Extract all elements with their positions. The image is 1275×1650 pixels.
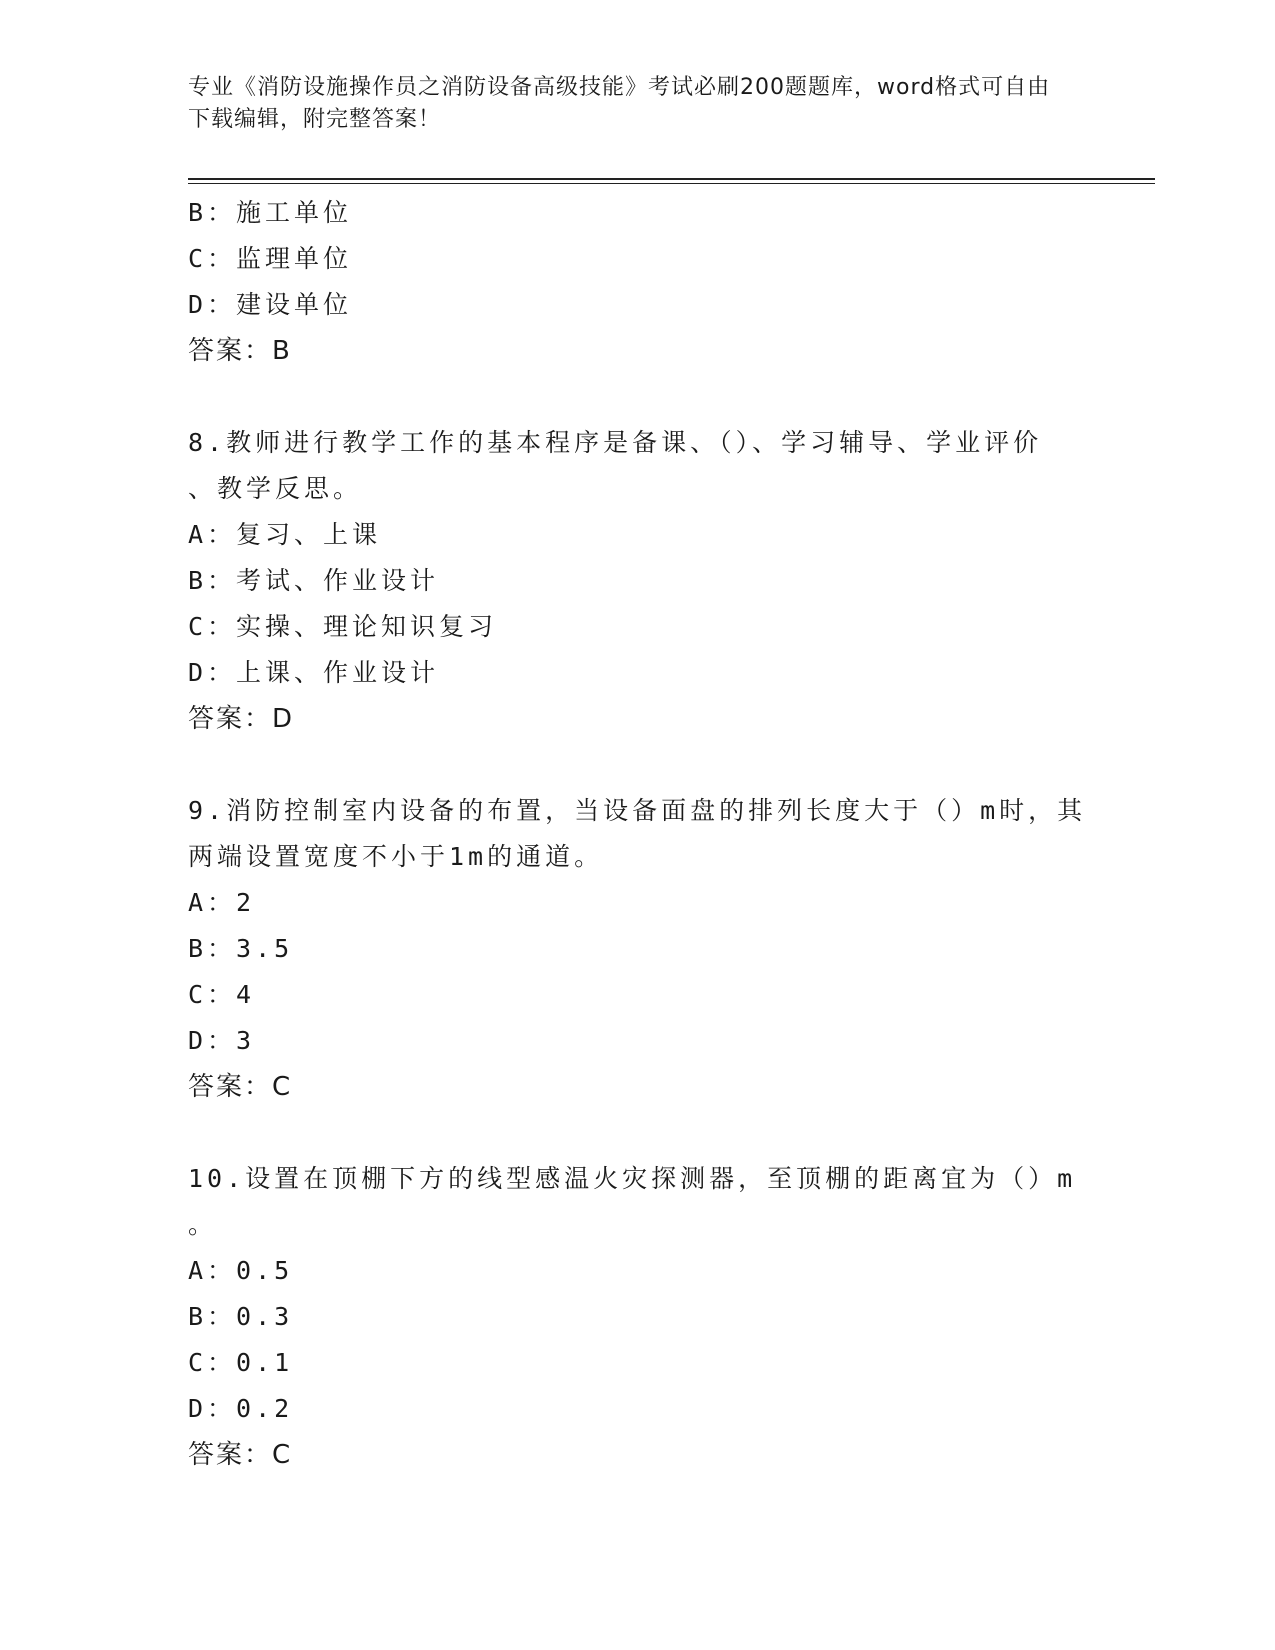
option-b: B：3.5: [188, 934, 294, 963]
option-a: A：0.5: [188, 1256, 294, 1285]
option-d: D：0.2: [188, 1394, 294, 1423]
question-text: 10.设置在顶棚下方的线型感温火灾探测器，至顶棚的距离宜为（）m 。: [188, 1164, 1077, 1239]
option-b: B：考试、作业设计: [188, 566, 440, 595]
document-header: [188, 72, 1068, 136]
option-d: D：建设单位: [188, 290, 353, 319]
answer-line: 答案：C: [188, 1440, 293, 1470]
option-a: A：2: [188, 888, 256, 917]
option-c: C：监理单位: [188, 244, 353, 273]
option-d: D：上课、作业设计: [188, 658, 440, 687]
option-a: A：复习、上课: [188, 520, 382, 549]
header-divider-thick: [188, 178, 1155, 180]
answer-line: 答案：C: [188, 1072, 293, 1102]
answer-line: 答案：B: [188, 336, 292, 366]
question-9: [188, 788, 1088, 1110]
answer-line: 答案：D: [188, 704, 295, 734]
question-8: [188, 420, 1088, 742]
option-c: C：实操、理论知识复习: [188, 612, 498, 641]
question-text: 9.消防控制室内设备的布置，当设备面盘的排列长度大于（）m时，其 两端设置宽度不小于1m的通道。: [188, 796, 1087, 871]
option-b: B：施工单位: [188, 198, 353, 227]
option-c: C：0.1: [188, 1348, 294, 1377]
option-c: C：4: [188, 980, 256, 1009]
header-title: 专业《消防设施操作员之消防设备高级技能》考试必刷200题题库，word格式可自由下载编辑，附完整答案！: [188, 75, 1051, 132]
partial-question: [188, 190, 1088, 374]
option-b: B：0.3: [188, 1302, 294, 1331]
question-10: [188, 1156, 1088, 1478]
header-divider-thin: [188, 183, 1155, 184]
option-d: D：3: [188, 1026, 256, 1055]
question-list: [188, 190, 1088, 1478]
question-text: 8.教师进行教学工作的基本程序是备课、（）、学习辅导、学业评价 、教学反思。: [188, 428, 1043, 503]
